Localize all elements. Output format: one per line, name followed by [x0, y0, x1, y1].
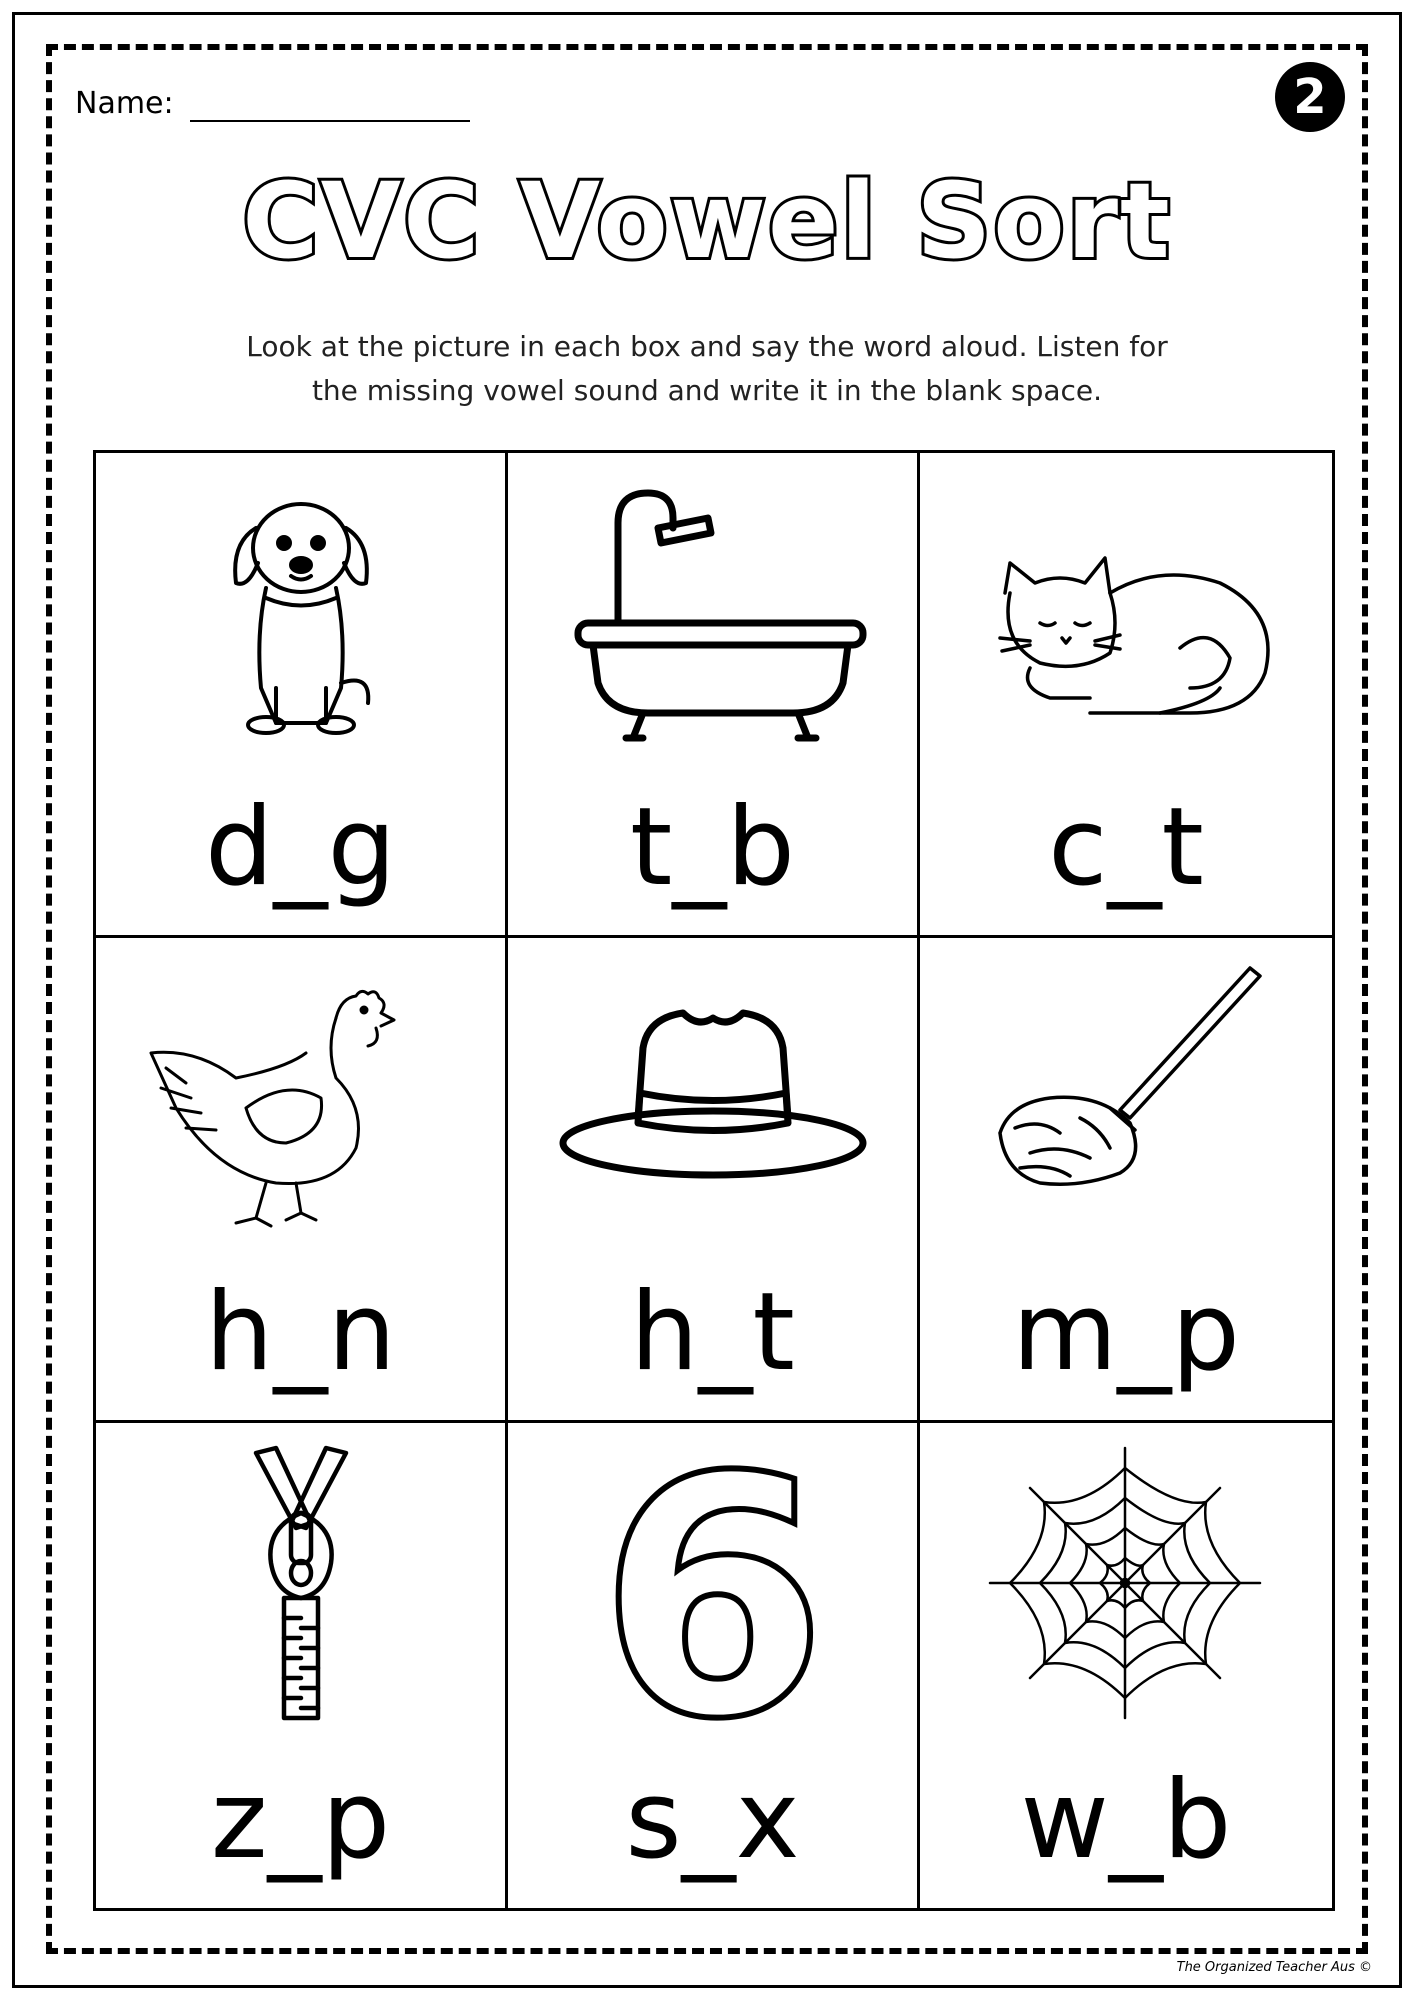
instructions-line-2: the missing vowel sound and write it in the blank space. — [311, 374, 1103, 407]
card-zipper — [96, 1423, 508, 1908]
instructions — [150, 325, 1264, 413]
word-z_p: z_p — [210, 1758, 391, 1883]
word-h_t: h_t — [630, 1270, 795, 1395]
word-d_g: d_g — [204, 785, 397, 910]
card-mop — [920, 938, 1332, 1423]
card-dog — [96, 453, 508, 938]
zipper-icon — [136, 1443, 466, 1723]
mop-icon — [960, 958, 1290, 1238]
card-bathtub — [508, 453, 920, 938]
bathtub-icon — [548, 473, 878, 753]
hen-icon — [136, 958, 466, 1238]
footer-credit: The Organized Teacher Aus © — [1176, 1960, 1372, 1975]
card-web — [920, 1423, 1332, 1908]
name-field-line[interactable] — [190, 120, 470, 122]
card-cat — [920, 453, 1332, 938]
word-t_b: t_b — [630, 785, 795, 910]
cat-icon — [960, 473, 1290, 753]
word-grid — [93, 450, 1335, 1911]
word-m_p: m_p — [1012, 1270, 1240, 1395]
six-glyph: 6 — [598, 1443, 828, 1723]
instructions-line-1: Look at the picture in each box and say the word aloud. Listen for — [246, 330, 1168, 363]
card-hat — [508, 938, 920, 1423]
page-number-badge: 2 — [1275, 62, 1345, 132]
number-six-icon — [548, 1443, 878, 1723]
card-hen — [96, 938, 508, 1423]
hat-icon — [548, 958, 878, 1238]
page-title: CVC Vowel Sort — [242, 160, 1172, 282]
spider-web-icon — [960, 1443, 1290, 1723]
card-six — [508, 1423, 920, 1908]
word-c_t: c_t — [1048, 785, 1204, 910]
dog-icon — [136, 473, 466, 753]
word-w_b: w_b — [1020, 1758, 1232, 1883]
word-s_x: s_x — [625, 1758, 800, 1883]
word-h_n: h_n — [205, 1270, 396, 1395]
name-label: Name: — [75, 86, 174, 121]
